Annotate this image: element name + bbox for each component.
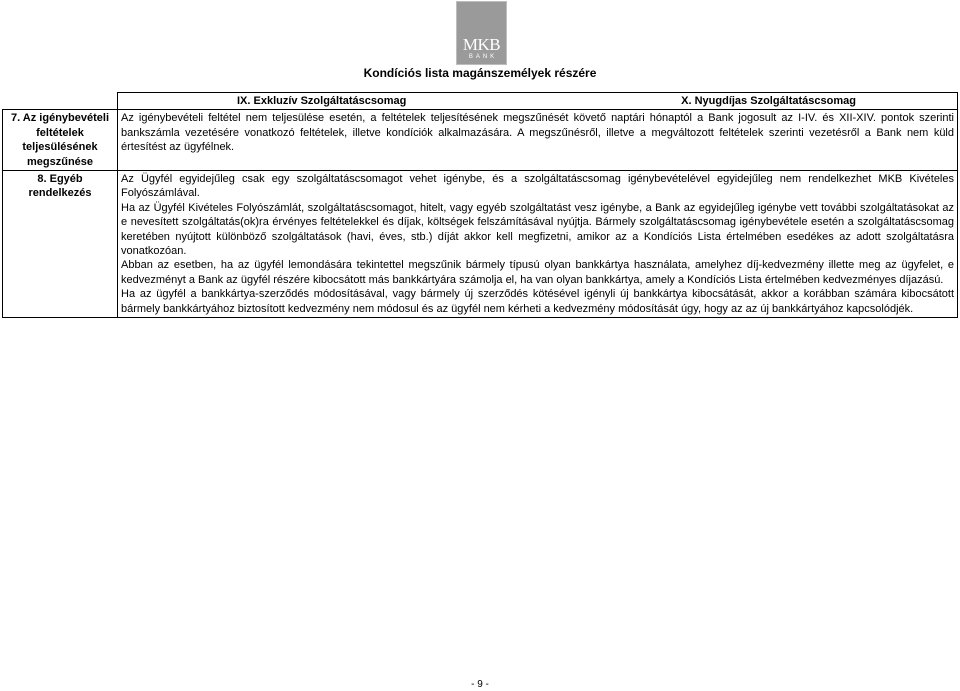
conditions-table [2, 92, 958, 318]
row-paragraph: Az igénybevételi feltétel nem teljesülése esetén, a feltételek teljesítésének megszűnését követő naptári hónaptól a Bank jogosult az I-IV. és XII-XIV. pontok szerinti bankszámla vezetésére vonatkozó feltételek, illetve kondíciók alkalmazására. A megszűnésről, illetve a megváltozott feltételek szerinti vezetésről a Bank nem küld értesítést az ügyfélnek. [121, 112, 954, 154]
table-header-cell [118, 93, 958, 110]
page-title: Kondíciós lista magánszemélyek részére [363, 66, 597, 80]
row-label: 7. Az igénybevételi feltételek teljesülésének megszűnése [10, 112, 110, 168]
header-package-x: X. Nyugdíjas Szolgáltatáscsomag [681, 95, 856, 107]
table-header-row [3, 93, 958, 110]
mkb-bank-logo [456, 1, 507, 65]
table-row [3, 171, 958, 318]
header-empty-cell [3, 93, 118, 110]
row-label: 8. Egyéb rendelkezés [28, 173, 92, 200]
row-label-cell [3, 171, 118, 318]
table-row [3, 110, 958, 171]
logo-sub-text: BANK [468, 54, 498, 60]
row-text-cell [118, 110, 958, 171]
row-label-cell [3, 110, 118, 171]
row-paragraph: Az Ügyfél egyidejűleg csak egy szolgáltatáscsomagot vehet igénybe, és a szolgáltatáscsomag igénybevételével egyidejűleg nem rendelkezhet MKB Kivételes Folyószámlával. [121, 173, 954, 200]
row-paragraph: Ha az Ügyfél Kivételes Folyószámlát, szolgáltatáscsomagot, hitelt, vagy egyéb szolgáltatást vesz igénybe, a Bank az egyidejűleg igénybe vett további szolgáltatásokat az e nevesített szolgáltatás(ok)ra érvényes feltételekkel és díjak, költségek felszámításával nyújtja. Bármely szolgáltatáscsomag igénybevétele esetén a szolgáltatáscsomag keretében nyújtott különböző szolgáltatások (havi, éves, stb.) díját akkor kell megfizetni, amikor az a Kondíciós Lista értelmében esedékes az adott szolgáltatásra vonatkozóan. [121, 201, 954, 258]
row-text-cell [118, 171, 958, 318]
row-paragraph: Ha az ügyfél a bankkártya-szerződés módosításával, vagy bármely új szerződés kötésével igényli új bankkártya kibocsátását, akkor a korábban számára kibocsátott bármely bankkártyához biztosított kedvezmény nem módosul és az ügyfél nem kérheti a kedvezmény módosítását úgy, hogy az az új bankkártyához kapcsolódjék. [121, 288, 954, 315]
logo-main-text: MKB [462, 35, 501, 54]
header-package-ix: IX. Exkluzív Szolgáltatáscsomag [237, 95, 407, 107]
page-number: - 9 - [471, 679, 489, 690]
row-paragraph: Abban az esetben, ha az ügyfél lemondására tekintettel megszűnik bármely típusú olyan bankkártya használata, amelyhez díj-kedvezmény illette meg az ügyfelet, e kedvezményt a Bank az ügyfél részére kibocsátott más bankkártyára számolja el, ha van olyan bankkártya, amely a Kondíciós Lista értelmében kedvezményes díjazású. [121, 259, 954, 286]
